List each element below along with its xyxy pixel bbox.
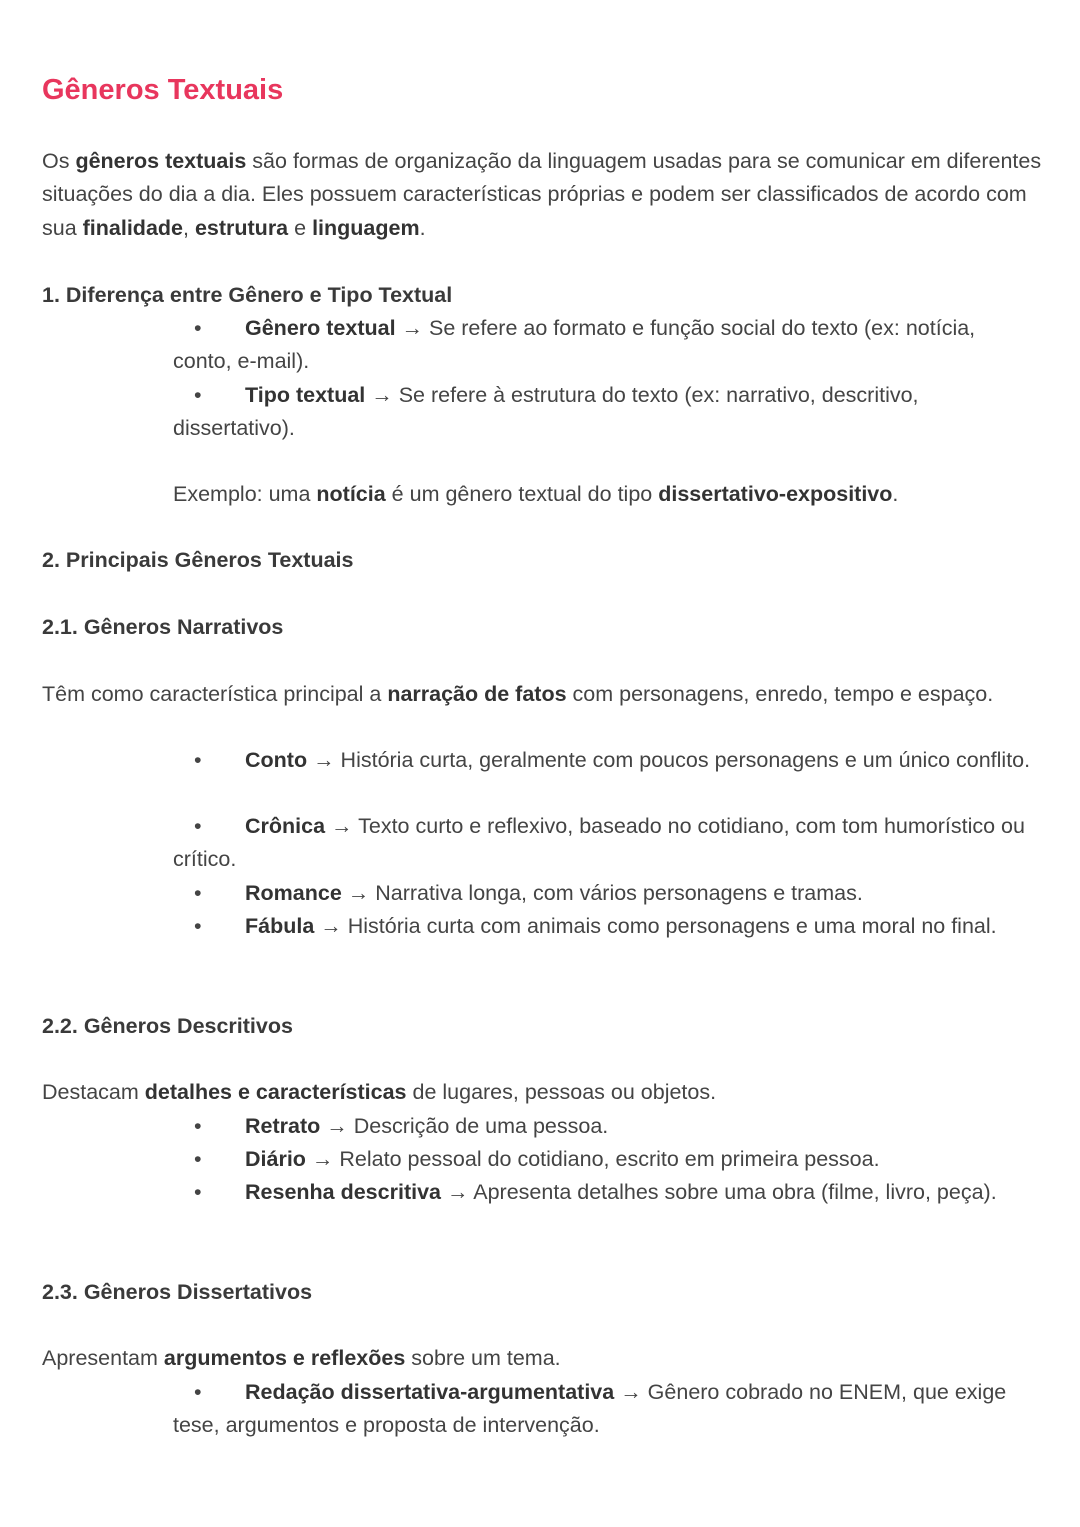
- example-bold: dissertativo-expositivo: [658, 482, 893, 506]
- example-bold: notícia: [316, 482, 386, 506]
- example-text: .: [892, 482, 899, 506]
- list-item-desc: → História curta com animais como personagens e uma moral no final.: [314, 914, 997, 938]
- section-heading-2-1: 2.1. Gêneros Narrativos: [42, 615, 284, 639]
- list-item: [173, 1110, 1033, 1143]
- bullet-icon: •: [194, 316, 202, 340]
- list-item-desc: → História curta, geralmente com poucos personagens e um único conflito.: [307, 748, 1031, 772]
- list-item-term: Fábula: [245, 914, 315, 938]
- list-item-term: Diário: [245, 1147, 306, 1171]
- list-item-term: Romance: [245, 881, 342, 905]
- descriptive-intro: [42, 1076, 1042, 1109]
- list-item: [173, 1176, 1033, 1209]
- list-item: [173, 1376, 1033, 1443]
- example-paragraph: [173, 478, 1033, 511]
- intro-text: Têm como característica principal a: [42, 682, 388, 706]
- intro-bold: linguagem: [312, 215, 420, 240]
- list-item-desc: → Descrição de uma pessoa.: [320, 1114, 609, 1138]
- list-item: [173, 744, 1033, 777]
- list-item-desc: → Texto curto e reflexivo, baseado no cotidiano, com tom humorístico ou crítico.: [173, 814, 1025, 872]
- list-item-term: Crônica: [245, 814, 326, 838]
- bullet-icon: •: [194, 1147, 202, 1171]
- list-item-term: Resenha descritiva: [245, 1180, 441, 1204]
- intro-text: sobre um tema.: [405, 1346, 561, 1370]
- list-item-term: Tipo textual: [245, 383, 366, 407]
- intro-bold: gêneros textuais: [75, 149, 247, 173]
- example-text: é um gênero textual do tipo: [385, 482, 659, 506]
- section-heading-2-3: 2.3. Gêneros Dissertativos: [42, 1280, 313, 1304]
- list-item-term: Redação dissertativa-argumentativa: [245, 1380, 615, 1404]
- list-item: [173, 877, 1033, 910]
- narrative-intro: [42, 678, 1042, 711]
- page-title: Gêneros Textuais: [42, 74, 284, 106]
- bullet-icon: •: [194, 383, 202, 407]
- list-item-term: Conto: [245, 748, 308, 772]
- intro-text: de lugares, pessoas ou objetos.: [406, 1080, 717, 1104]
- intro-text: ,: [183, 215, 195, 240]
- section-heading-1: 1. Diferença entre Gênero e Tipo Textual: [42, 283, 453, 307]
- intro-text: são formas de organização da linguagem usadas para se comunicar em diferentes situações do dia a dia. Eles possuem características próprias e podem ser classificados de acordo com sua: [42, 149, 1042, 240]
- bullet-icon: •: [194, 814, 202, 838]
- intro-text: .: [419, 215, 426, 240]
- list-item: [173, 312, 1033, 379]
- section-heading-2-2: 2.2. Gêneros Descritivos: [42, 1014, 293, 1038]
- bullet-icon: •: [194, 1180, 202, 1204]
- list-item-desc: → Apresenta detalhes sobre uma obra (filme, livro, peça).: [441, 1180, 997, 1204]
- intro-text: Apresentam: [42, 1346, 164, 1370]
- dissertative-intro: [42, 1342, 1042, 1375]
- bullet-icon: •: [194, 914, 202, 938]
- list-item-desc: → Narrativa longa, com vários personagens e tramas.: [341, 881, 863, 905]
- intro-text: e: [288, 215, 313, 240]
- bullet-icon: •: [194, 881, 202, 905]
- bullet-icon: •: [194, 748, 202, 772]
- list-item-desc: → Se refere à estrutura do texto (ex: narrativo, descritivo, dissertativo).: [173, 383, 919, 441]
- list-item-term: Retrato: [245, 1114, 321, 1138]
- intro-bold: finalidade: [82, 215, 183, 240]
- list-item-desc: → Se refere ao formato e função social do texto (ex: notícia, conto, e-mail).: [173, 316, 976, 374]
- intro-text: com personagens, enredo, tempo e espaço.: [566, 682, 994, 706]
- intro-text: Destacam: [42, 1080, 145, 1104]
- intro-bold: argumentos e reflexões: [163, 1346, 406, 1370]
- list-item-term: Gênero textual: [245, 316, 396, 340]
- intro-bold: narração de fatos: [387, 682, 567, 706]
- intro-bold: detalhes e características: [144, 1080, 407, 1104]
- section-heading-2: 2. Principais Gêneros Textuais: [42, 548, 354, 572]
- intro-paragraph: [42, 145, 1042, 245]
- intro-text: Os: [42, 149, 76, 173]
- list-item-desc: → Gênero cobrado no ENEM, que exige tese, argumentos e proposta de intervenção.: [173, 1380, 1007, 1438]
- list-item: [173, 1143, 1033, 1176]
- intro-bold: estrutura: [194, 215, 289, 240]
- bullet-icon: •: [194, 1114, 202, 1138]
- bullet-icon: •: [194, 1380, 202, 1404]
- list-item: [173, 379, 1033, 446]
- list-item-desc: → Relato pessoal do cotidiano, escrito em primeira pessoa.: [305, 1147, 880, 1171]
- list-item: [173, 810, 1033, 877]
- list-item: [173, 910, 1033, 943]
- example-text: Exemplo: uma: [173, 482, 317, 506]
